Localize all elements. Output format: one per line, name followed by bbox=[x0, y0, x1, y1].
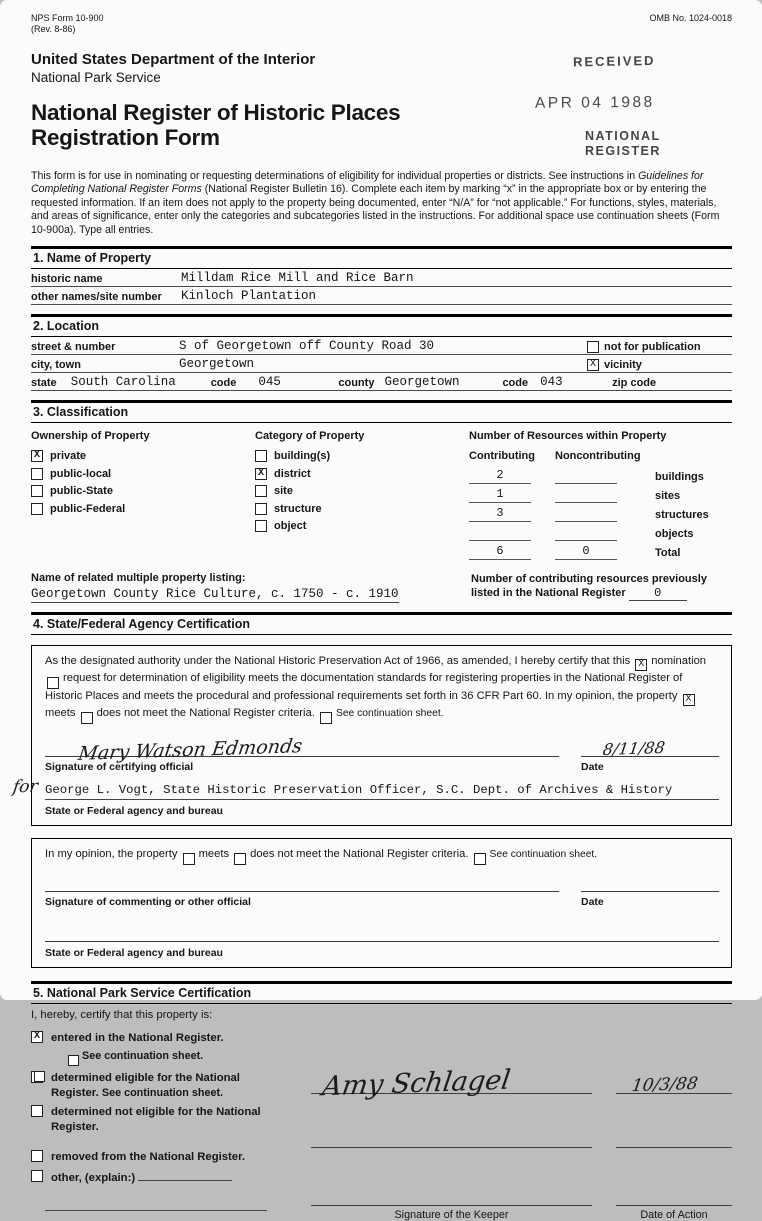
does-not-meet-checkbox[interactable] bbox=[81, 712, 93, 724]
other-label: other, (explain:) bbox=[51, 1171, 136, 1184]
city-row bbox=[31, 355, 732, 373]
ownership-public-local-label: public-local bbox=[50, 467, 112, 480]
entered-continuation-label: See continuation sheet. bbox=[82, 1049, 204, 1062]
category-object-label: object bbox=[274, 520, 307, 533]
keeper-signature-row bbox=[311, 1064, 732, 1103]
street-value[interactable]: S of Georgetown off County Road 30 bbox=[179, 339, 435, 354]
related-listing-value[interactable]: Georgetown County Rice Culture, c. 1750 - c. 1910 bbox=[31, 587, 399, 602]
code2-label: code bbox=[502, 377, 529, 390]
county-value[interactable]: Georgetown bbox=[384, 375, 460, 390]
section3-title: 3. Classification bbox=[31, 400, 732, 423]
keeper-label-row bbox=[311, 1209, 732, 1221]
other-explain-line[interactable] bbox=[138, 1170, 232, 1181]
ownership-heading: Ownership of Property bbox=[31, 430, 150, 443]
option-determined-not-eligible bbox=[31, 1105, 287, 1134]
ownership-private-label: private bbox=[50, 450, 87, 463]
noncontributing-total-value[interactable]: 0 bbox=[555, 544, 617, 560]
eligible-continuation-checkbox[interactable] bbox=[34, 1071, 45, 1082]
removed-checkbox[interactable] bbox=[31, 1150, 43, 1162]
ownership-public-federal-label: public-Federal bbox=[50, 502, 126, 515]
street-row bbox=[31, 337, 732, 355]
meets-label: meets bbox=[45, 707, 76, 720]
nps-certification-intro: I, hereby, certify that this property is: bbox=[31, 1009, 213, 1022]
bureau-name: National Park Service bbox=[31, 70, 161, 85]
commenting-date-line[interactable] bbox=[581, 880, 719, 892]
form-number: NPS Form 10-900 bbox=[31, 13, 104, 23]
previously-listed-value[interactable]: 0 bbox=[629, 586, 687, 601]
previously-listed-block bbox=[471, 572, 732, 603]
ownership-public-federal-checkbox[interactable] bbox=[31, 503, 43, 515]
category-structure-checkbox[interactable] bbox=[255, 503, 267, 515]
state-value[interactable]: South Carolina bbox=[70, 375, 176, 390]
contributing-buildings-value[interactable]: 2 bbox=[469, 468, 531, 484]
certification-paragraph-1: As the designated authority under the National Historic Preservation Act of 1966, as amended, I hereby certify that this X nomination request for determination of eligibility meets the documentation standards for registering properties in the National Register of Historic Places and meets the procedural and professional requirements set forth in 36 CFR Part 60. In my opinion, the property X meets does not meet the National Register criteria. See continuation sheet. bbox=[45, 653, 719, 723]
commenting-meets-label: meets bbox=[198, 848, 230, 861]
vicinity-checkbox[interactable]: X bbox=[587, 359, 599, 371]
noncontributing-header: Noncontributing bbox=[555, 450, 641, 463]
nps-certification-body bbox=[31, 1026, 732, 1221]
vicinity-label: vicinity bbox=[604, 359, 642, 372]
category-site-label: site bbox=[274, 485, 293, 498]
certifying-signature-label: Signature of certifying official bbox=[45, 761, 194, 774]
city-value[interactable]: Georgetown bbox=[179, 357, 255, 372]
certifying-signature-row bbox=[45, 733, 719, 765]
certifying-signature-handwriting: Mary Watson Edmonds bbox=[76, 735, 304, 765]
street-label: street & number bbox=[31, 341, 116, 354]
section4-title: 4. State/Federal Agency Certification bbox=[31, 612, 732, 635]
keeper-signature-column bbox=[287, 1026, 732, 1221]
entered-checkbox[interactable]: X bbox=[31, 1031, 43, 1043]
commenting-signature-line[interactable] bbox=[45, 880, 559, 892]
contributing-objects-value[interactable] bbox=[469, 525, 531, 541]
commenting-label-row bbox=[45, 894, 719, 910]
code2-value[interactable]: 043 bbox=[540, 375, 563, 390]
commenting-meets-checkbox[interactable] bbox=[183, 853, 195, 865]
buildings-label: buildings bbox=[655, 471, 704, 484]
certifying-date-line[interactable] bbox=[581, 733, 719, 760]
ownership-column bbox=[31, 430, 255, 560]
noncontributing-sites-value[interactable] bbox=[555, 487, 617, 503]
objects-label: objects bbox=[655, 528, 694, 541]
keeper-signature-handwriting: Amy Schlagel bbox=[320, 1064, 513, 1103]
keeper-date-handwriting: 10/3/88 bbox=[630, 1073, 700, 1097]
category-buildings-label: building(s) bbox=[274, 450, 331, 463]
code1-label: code bbox=[210, 377, 237, 390]
commenting-continuation-label: See continuation sheet. bbox=[489, 849, 598, 861]
form-meta-row bbox=[31, 13, 732, 35]
keeper-date-line[interactable] bbox=[616, 1073, 732, 1097]
noncontributing-structures-value[interactable] bbox=[555, 506, 617, 522]
request-checkbox[interactable] bbox=[47, 677, 59, 689]
zip-label: zip code bbox=[612, 377, 657, 390]
entered-continuation-checkbox[interactable] bbox=[68, 1055, 79, 1066]
instructions-paragraph: This form is for use in nominating or requesting determinations of eligibility for individual properties or districts. See instructions in Guidelines for Completing National Register Forms (National Register Bulletin 16). Complete each item by marking “x” in the appropriate box or by entering the requested information. If an item does not apply to the property being documented, enter “N/A” for “not applicable.” For functions, styles, materials, and areas of significance, enter only the categories and subcategories listed in the instructions. For additional space use continuation sheets (Form 10-900a). Type all entries. bbox=[31, 170, 720, 236]
state-label: state bbox=[31, 377, 57, 390]
other-names-label: other names/site number bbox=[31, 291, 162, 304]
option-removed bbox=[31, 1150, 287, 1165]
contributing-sites-value[interactable]: 1 bbox=[469, 487, 531, 503]
category-district-checkbox[interactable]: X bbox=[255, 468, 267, 480]
category-column bbox=[255, 430, 469, 560]
certifying-official-name: George L. Vogt, State Historic Preservation Officer, S.C. Dept. of Archives & History bbox=[45, 783, 673, 798]
other-names-value[interactable]: Kinloch Plantation bbox=[181, 289, 317, 304]
category-buildings-checkbox[interactable] bbox=[255, 450, 267, 462]
noncontributing-buildings-value[interactable] bbox=[555, 468, 617, 484]
not-for-publication-label: not for publication bbox=[604, 341, 701, 354]
national-register-stamp: NATIONAL REGISTER bbox=[585, 129, 661, 158]
certifying-official-line bbox=[11, 776, 719, 800]
agency-bureau-label-2: State or Federal agency and bureau bbox=[45, 947, 223, 960]
option-determined-eligible bbox=[31, 1071, 287, 1100]
ownership-public-state-checkbox[interactable] bbox=[31, 485, 43, 497]
county-label: county bbox=[338, 377, 375, 390]
resources-column bbox=[469, 430, 732, 560]
resources-table bbox=[469, 450, 732, 560]
other-checkbox[interactable] bbox=[31, 1170, 43, 1182]
entered-continuation-row bbox=[31, 1049, 287, 1067]
determined-eligible-label: determined eligible for the National Register. bbox=[51, 1072, 240, 1099]
form-revision: (Rev. 8-86) bbox=[31, 24, 76, 34]
commenting-does-not-meet-checkbox[interactable] bbox=[234, 853, 246, 865]
agency-bureau-label-1: State or Federal agency and bureau bbox=[45, 805, 223, 818]
related-listing-label: Name of related multiple property listing: bbox=[31, 572, 246, 585]
total-label: Total bbox=[655, 547, 681, 560]
historic-name-label: historic name bbox=[31, 273, 103, 286]
section2-title: 2. Location bbox=[31, 314, 732, 337]
code1-value[interactable]: 045 bbox=[258, 375, 281, 390]
entered-label: entered in the National Register. bbox=[51, 1032, 224, 1045]
contributing-structures-value[interactable]: 3 bbox=[469, 506, 531, 522]
section5-title: 5. National Park Service Certification bbox=[31, 981, 732, 1004]
historic-name-row bbox=[31, 269, 732, 287]
category-object-checkbox[interactable] bbox=[255, 520, 267, 532]
contributing-header: Contributing bbox=[469, 450, 535, 463]
commenting-signature-row bbox=[45, 880, 719, 892]
commenting-continuation-checkbox[interactable] bbox=[474, 853, 486, 865]
received-date-stamp: APR 04 1988 bbox=[534, 93, 655, 112]
meets-checkbox[interactable]: X bbox=[683, 694, 695, 706]
category-structure-label: structure bbox=[274, 502, 322, 515]
city-label: city, town bbox=[31, 359, 81, 372]
structures-label: structures bbox=[655, 509, 709, 522]
determined-not-eligible-label: determined not eligible for the National Register. bbox=[51, 1106, 261, 1133]
related-listing-left bbox=[31, 572, 471, 603]
nomination-checkbox[interactable]: X bbox=[635, 659, 647, 671]
certification-box-2 bbox=[31, 838, 732, 968]
determined-not-eligible-checkbox[interactable] bbox=[31, 1105, 43, 1117]
omb-number: OMB No. 1024-0018 bbox=[649, 13, 732, 23]
category-district-label: district bbox=[274, 467, 311, 480]
for-handwriting: for bbox=[11, 776, 40, 798]
state-row bbox=[31, 373, 732, 391]
related-listing-block bbox=[31, 572, 732, 603]
left-blank-line[interactable] bbox=[45, 1201, 267, 1211]
noncontributing-objects-value[interactable] bbox=[555, 525, 617, 541]
ownership-private-checkbox[interactable]: X bbox=[31, 450, 43, 462]
form-title bbox=[31, 100, 400, 150]
eligible-continuation-label: See continuation sheet. bbox=[101, 1086, 224, 1099]
commenting-agency-line[interactable] bbox=[45, 920, 719, 942]
removed-label: removed from the National Register. bbox=[51, 1151, 245, 1164]
commenting-signature-label: Signature of commenting or other official bbox=[45, 896, 251, 909]
header bbox=[31, 51, 732, 159]
sites-label: sites bbox=[655, 490, 681, 503]
instructions-italic-title: Guidelines for Completing National Register Forms bbox=[31, 170, 704, 196]
see-continuation-checkbox[interactable] bbox=[320, 712, 332, 724]
section1-title: 1. Name of Property bbox=[31, 246, 732, 269]
form-number-block bbox=[31, 13, 104, 35]
ownership-public-state-label: public-State bbox=[50, 485, 113, 498]
previously-listed-label: Number of contributing resources previously listed in the National Register bbox=[471, 573, 707, 600]
blank-signature-row-1 bbox=[311, 1132, 732, 1148]
certification-box-1 bbox=[11, 645, 732, 826]
option-other bbox=[31, 1170, 287, 1186]
nps-options-column bbox=[31, 1026, 287, 1221]
ownership-public-local-checkbox[interactable] bbox=[31, 468, 43, 480]
classification-columns bbox=[31, 423, 732, 560]
see-continuation-label: See continuation sheet. bbox=[335, 708, 444, 720]
contributing-total-value[interactable]: 6 bbox=[469, 544, 531, 560]
historic-name-value[interactable]: Milldam Rice Mill and Rice Barn bbox=[181, 271, 414, 286]
category-heading: Category of Property bbox=[255, 430, 365, 443]
certifying-date-label: Date bbox=[581, 761, 604, 774]
keeper-label: Signature of the Keeper bbox=[394, 1209, 509, 1221]
other-names-row bbox=[31, 287, 732, 305]
date-of-action-label: Date of Action bbox=[640, 1209, 708, 1221]
header-titles bbox=[31, 51, 400, 159]
received-stamp: RECEIVED bbox=[572, 52, 656, 70]
category-site-checkbox[interactable] bbox=[255, 485, 267, 497]
not-for-publication-checkbox[interactable] bbox=[587, 341, 599, 353]
form-title-line2: Registration Form bbox=[31, 125, 220, 150]
resources-heading: Number of Resources within Property bbox=[469, 430, 667, 443]
certification-paragraph-2: In my opinion, the property meets does not meet the National Register criteria. See continuation sheet. bbox=[45, 846, 719, 864]
form-title-line1: National Register of Historic Places bbox=[31, 100, 401, 125]
nomination-label: nomination bbox=[651, 655, 707, 668]
option-entered bbox=[31, 1031, 287, 1046]
received-stamp-block bbox=[527, 51, 732, 159]
certifying-date-handwriting: 8/11/88 bbox=[601, 737, 667, 760]
agency-name: United States Department of the Interior bbox=[31, 51, 316, 68]
commenting-date-label: Date bbox=[581, 896, 604, 909]
blank-signature-row-2 bbox=[311, 1190, 732, 1206]
certifying-signature-line[interactable] bbox=[45, 733, 559, 765]
keeper-signature-line[interactable] bbox=[311, 1064, 592, 1103]
